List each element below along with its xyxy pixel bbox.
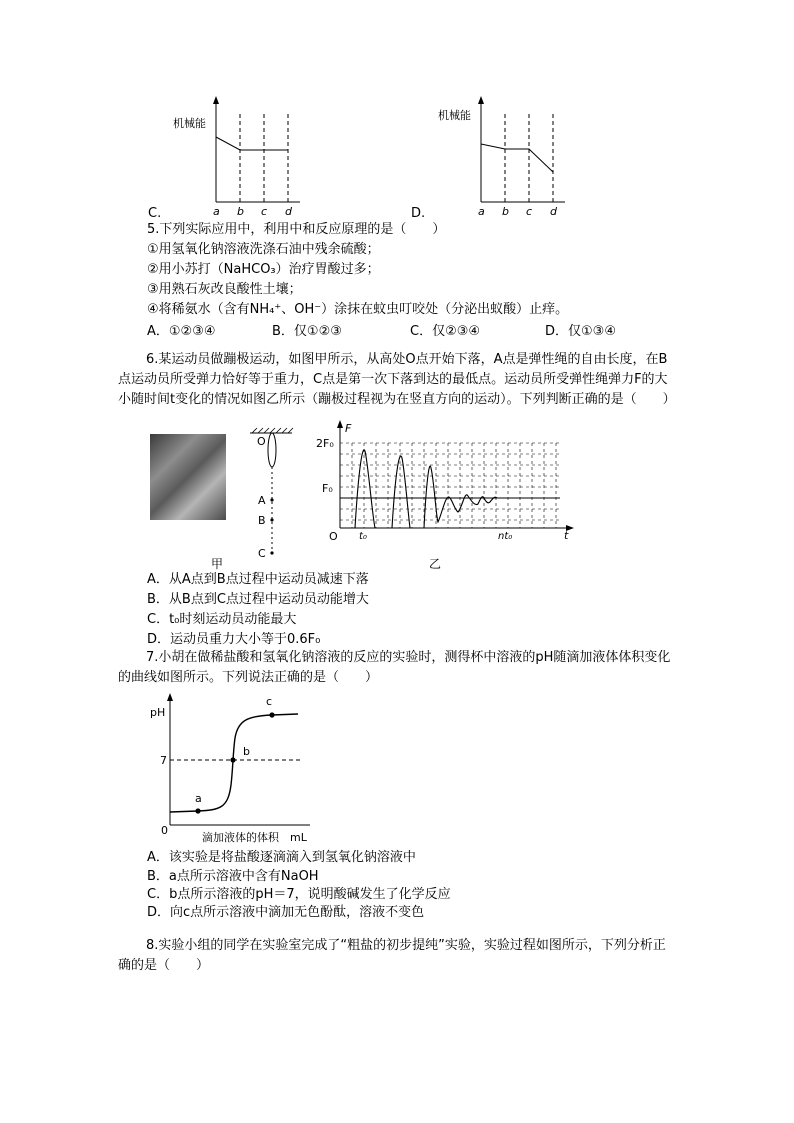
graph-c-option: C.	[148, 206, 162, 221]
q6-stem: 6.某运动员做蹦极运动，如图甲所示，从高处O点开始下落，A点是弹性绳的自由长度，在B点运动员所受弹力恰好等于重力，C点是第一次下落到达的最低点。运动员所受弹性绳弹力F的大小随时间t变化的情况如图乙所示（蹦极过程视为在竖直方向的运动）。下列判断正确的是（ ）	[118, 352, 676, 407]
q7-stem: 7.小胡在做稀盐酸和氢氧化钠溶液的反应的实验时，测得杯中溶液的pH随滴加液体体积变化的曲线如图所示。下列说法正确的是（ ）	[118, 650, 671, 685]
yi-tick-nt0: nt₀	[498, 531, 513, 542]
ph-point-a: a	[195, 792, 202, 805]
graph-d-option: D.	[411, 206, 426, 221]
graph-c-tick-b: b	[237, 205, 244, 218]
graph-d-tick-b: b	[502, 205, 509, 218]
graph-c-tick-a: a	[213, 205, 220, 218]
q5-item-2: ②用小苏打（NaHCO₃）治疗胃酸过多；	[147, 262, 380, 277]
yi-ylabel: F	[345, 422, 352, 435]
q5-option-a: A．①②③④	[147, 324, 216, 339]
q5-option-d: D．仅①③④	[545, 324, 616, 339]
q7-option-d: D．向c点所示溶液中滴加无色酚酞，溶液不变色	[147, 905, 425, 920]
ph-point-c: c	[266, 695, 273, 708]
jia-point-o: O	[257, 435, 266, 448]
figure-yi	[310, 418, 580, 548]
q5-item-3: ③用熟石灰改良酸性土壤；	[147, 282, 302, 297]
graph-c-ylabel: 机械能	[173, 117, 206, 130]
graph-d-curve	[481, 144, 553, 172]
ph-chart	[140, 690, 340, 845]
jia-point-c: C	[258, 547, 266, 560]
ph-xlabel: 滴加液体的体积 mL	[202, 831, 307, 844]
graph-c	[140, 92, 310, 227]
q5-stem: 5.下列实际应用中，利用中和反应原理的是（ ）	[147, 222, 446, 237]
jia-point-a: A	[258, 494, 266, 507]
graph-c-curve	[216, 137, 288, 150]
ph-origin: 0	[161, 824, 168, 837]
ph-point-b: b	[243, 745, 250, 758]
graph-d-tick-a: a	[478, 205, 485, 218]
yi-tick-2f0: 2F₀	[316, 437, 334, 450]
q6-option-a: A．从A点到B点过程中运动员减速下落	[147, 572, 369, 587]
jia-point-b: B	[258, 514, 266, 527]
ph-ytick-7: 7	[160, 754, 167, 767]
graph-d-ylabel: 机械能	[438, 109, 471, 122]
yi-origin: O	[329, 530, 338, 543]
q6-option-d: D．运动员重力大小等于0.6F₀	[147, 632, 321, 647]
q5-item-1: ①用氢氧化钠溶液洗涤石油中残余硫酸；	[147, 242, 380, 257]
q5-option-b: B．仅①②③	[272, 324, 342, 339]
graph-c-tick-c: c	[261, 205, 268, 218]
q7-option-c: C．b点所示溶液的pH＝7，说明酸碱发生了化学反应	[147, 887, 451, 902]
yi-xlabel: t	[564, 529, 569, 542]
q6-option-c: C．t₀时刻运动员动能最大	[147, 612, 297, 627]
graph-d-tick-d: d	[550, 205, 557, 218]
ph-ylabel: pH	[150, 706, 166, 719]
fig-jia-caption: 甲	[211, 557, 224, 571]
fig-yi-caption: 乙	[429, 557, 442, 571]
q6-option-b: B．从B点到C点过程中运动员动能增大	[147, 592, 369, 607]
q8-stem: 8.实验小组的同学在实验室完成了“粗盐的初步提纯”实验，实验过程如图所示，下列分析正确的是（ ）	[118, 938, 666, 973]
bungee-photo	[150, 434, 226, 520]
graph-d-tick-c: c	[526, 205, 533, 218]
q7-option-a: A．该实验是将盐酸逐滴滴入到氢氧化钠溶液中	[147, 850, 416, 865]
q7-option-b: B．a点所示溶液中含有NaOH	[147, 869, 319, 884]
graph-c-tick-d: d	[285, 205, 292, 218]
figure-jia	[240, 425, 300, 575]
q5-option-c: C．仅②③④	[410, 324, 481, 339]
ph-curve	[170, 714, 298, 812]
force-curve	[355, 450, 560, 528]
q5-item-4: ④将稀氨水（含有NH₄⁺、OH⁻）涂抹在蚊虫叮咬处（分泌出蚁酸）止痒。	[147, 302, 569, 317]
yi-tick-f0: F₀	[322, 482, 333, 495]
graph-d	[408, 92, 578, 227]
yi-tick-t0: t₀	[359, 531, 367, 542]
